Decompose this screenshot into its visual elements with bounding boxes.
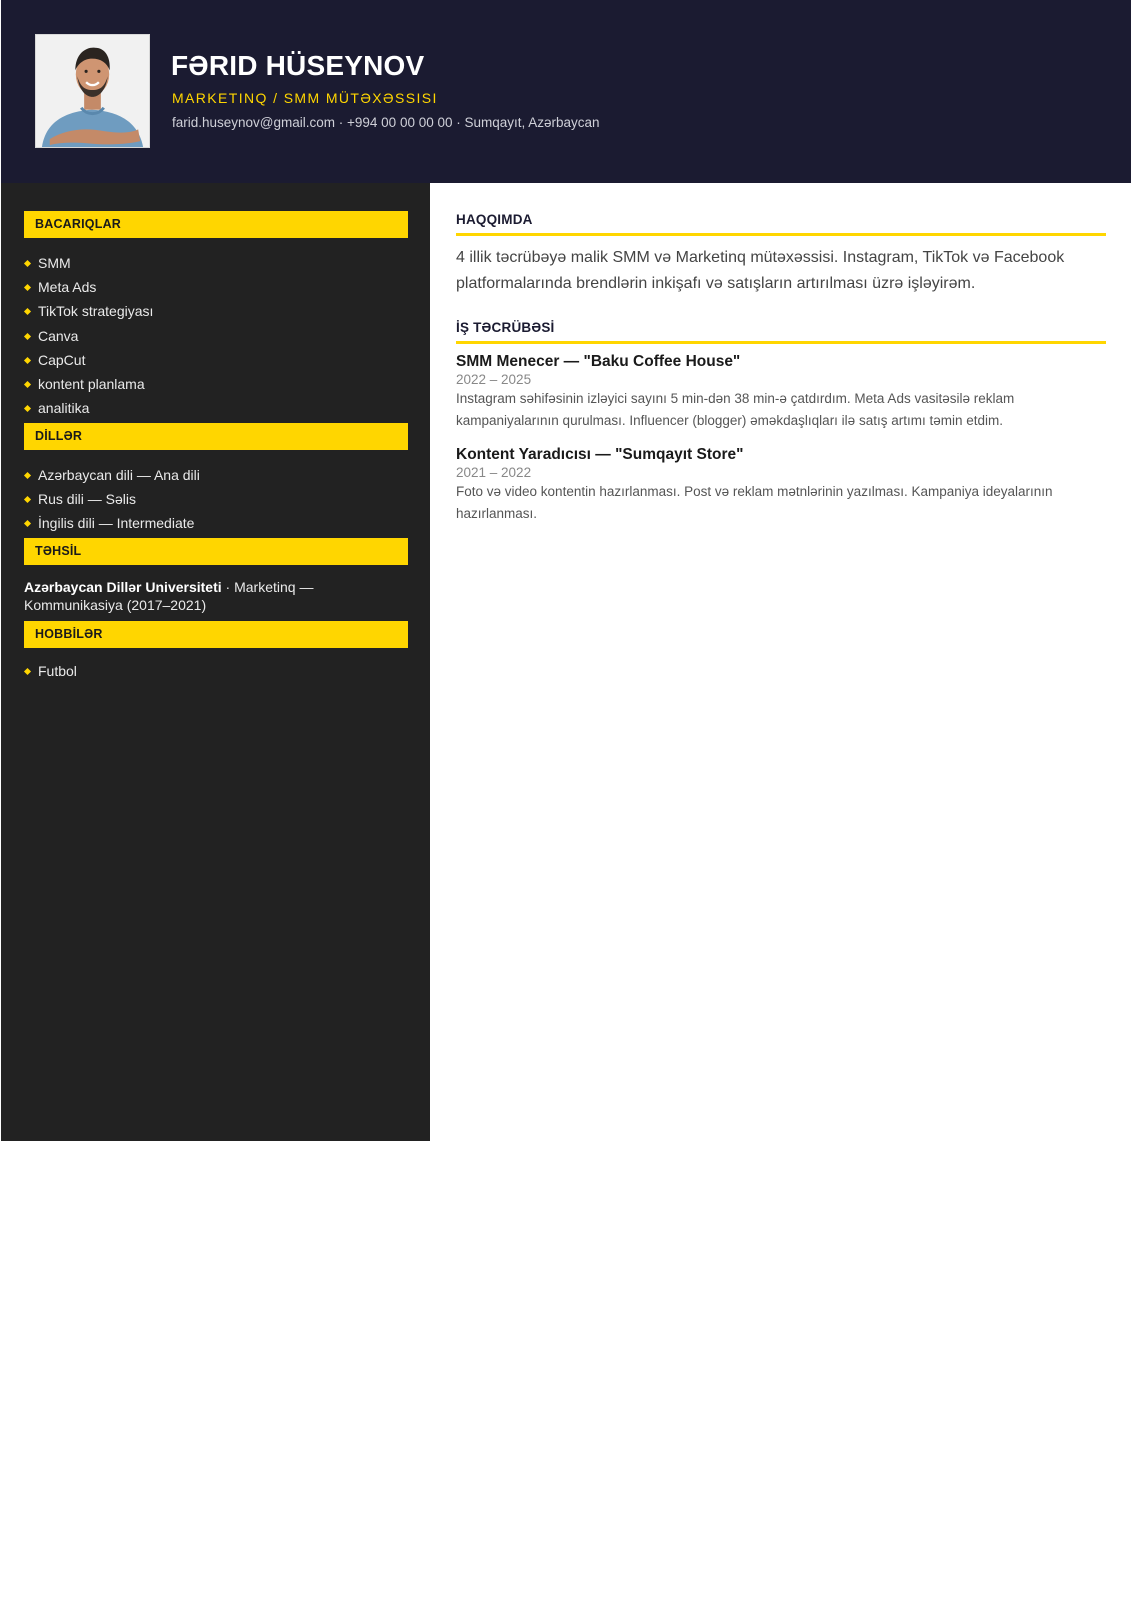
list-item (25, 511, 200, 535)
about-heading: HAQQIMDA (456, 212, 1106, 236)
about-text: 4 illik təcrübəyə malik SMM və Marketinq mütəxəssisi. Instagram, TikTok və Facebook platformalarında brendlərin inkişafı və satışların artırılması üzrə işləyirəm. (456, 249, 1065, 292)
bullet-icon (24, 472, 31, 479)
skill-label: CapCut (38, 351, 86, 368)
contact-info: farid.huseynov@gmail.com · +994 00 00 00 00 · Sumqayıt, Azərbaycan (172, 115, 600, 130)
job-entry (456, 446, 1106, 524)
skill-label: TikTok strategiyası (38, 303, 154, 320)
bullet-icon (24, 308, 31, 315)
bullet-icon (24, 381, 31, 388)
list-item (25, 659, 77, 683)
languages-list (25, 463, 200, 536)
list-item (25, 251, 153, 275)
job-entry (456, 353, 1106, 431)
job-role: SMM Menecer — "Baku Coffee House" (456, 353, 741, 370)
education-details: · Marketinq — Kommunikasiya (2017–2021) (24, 579, 314, 613)
experience-heading: İŞ TƏCRÜBƏSİ (456, 320, 1106, 344)
language-label: Rus dili — Səlis (38, 491, 137, 508)
bullet-icon (24, 333, 31, 340)
job-dates: 2021 – 2022 (456, 465, 532, 480)
job-dates: 2022 – 2025 (456, 372, 532, 387)
list-item (25, 275, 153, 299)
skills-list (25, 251, 153, 420)
job-description: Instagram səhifəsinin izləyici sayını 5 min-dən 38 min-ə çatdırdım. Meta Ads vasitəsilə reklam kampaniyalarının qurulması. Influencer (blogger) əməkdaşlıqları ilə satış artımı təmin etdim. (456, 391, 1015, 428)
hobbies-heading: HOBBİLƏR (24, 621, 408, 648)
hobby-label: Futbol (38, 663, 77, 679)
education-heading: TƏHSİL (24, 538, 408, 565)
bullet-icon (24, 260, 31, 267)
skills-heading: BACARIQLAR (24, 211, 408, 238)
bullet-icon (24, 405, 31, 412)
list-item (25, 463, 200, 487)
education-school: Azərbaycan Dillər Universiteti (24, 579, 222, 595)
education-entry (24, 578, 414, 614)
list-item (25, 324, 153, 348)
skill-label: Meta Ads (38, 279, 97, 296)
job-description: Foto və video kontentin hazırlanması. Post və reklam mətnlərinin yazılması. Kampaniya ideyalarının hazırlanması. (456, 484, 1053, 521)
languages-heading: DİLLƏR (24, 423, 408, 450)
bullet-icon (24, 496, 31, 503)
skill-label: kontent planlama (38, 375, 145, 392)
list-item (25, 372, 153, 396)
skill-label: analitika (38, 400, 90, 417)
skill-label: SMM (38, 255, 71, 271)
bullet-icon (24, 284, 31, 291)
language-label: Azərbaycan dili — Ana dili (38, 467, 200, 483)
resume-header (1, 0, 1131, 183)
language-label: İngilis dili — Intermediate (38, 515, 195, 532)
job-role: Kontent Yaradıcısı — "Sumqayıt Store" (456, 446, 744, 463)
list-item (25, 487, 200, 511)
list-item (25, 396, 153, 420)
sidebar (1, 183, 430, 1141)
candidate-name: FƏRID HÜSEYNOV (171, 50, 425, 81)
list-item (25, 299, 153, 323)
bullet-icon (24, 357, 31, 364)
profile-photo (35, 34, 150, 148)
bullet-icon (24, 520, 31, 527)
skill-label: Canva (38, 327, 79, 344)
candidate-title: MARKETINQ / SMM MÜTƏXƏSSISI (172, 90, 438, 106)
hobbies-list (25, 659, 77, 683)
list-item (25, 348, 153, 372)
bullet-icon (24, 668, 31, 675)
